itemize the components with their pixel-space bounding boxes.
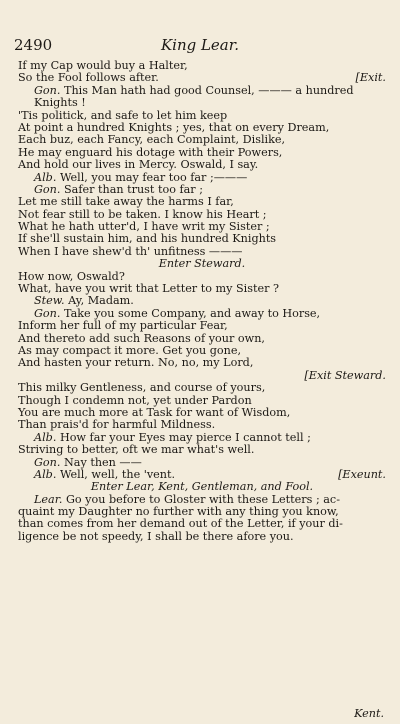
line-text: This Man hath had good Counsel, ——— a hundred	[64, 83, 354, 97]
speaker-name: Alb.	[34, 170, 60, 184]
line-text: Well, you may fear too far ;———	[59, 170, 248, 184]
line-text: than comes from her demand out of the Letter, if your di-	[18, 517, 343, 531]
text-line	[18, 357, 386, 369]
speaker-name: Alb.	[34, 467, 60, 481]
line-text: Let me still take away the harms I far,	[18, 195, 234, 209]
line-text: Well, well, the 'vent.	[59, 467, 176, 481]
line-text: And hasten your return. No, no, my Lord,	[18, 356, 254, 370]
line-text: What, have you writ that Letter to my Sister ?	[18, 282, 279, 296]
line-text: Knights !	[34, 96, 86, 110]
line-text: If she'll sustain him, and his hundred Knights	[18, 232, 277, 246]
line-text: Go you before to Gloster with these Letters ; ac-	[65, 492, 340, 506]
line-text: Not fear still to be taken. I know his Heart ;	[18, 207, 267, 221]
line-text: Nay then ——	[64, 455, 142, 469]
line-text: When I have shew'd th' unfitness ———	[18, 244, 243, 258]
line-text: And hold our lives in Mercy. Oswald, I say.	[18, 158, 259, 172]
line-text: You are much more at Task for want of Wisdom,	[18, 405, 291, 419]
line-text: At point a hundred Knights ; yes, that on every Dream,	[18, 120, 330, 134]
line-text: How now, Oswald?	[18, 269, 125, 283]
speaker-name: Stew.	[34, 294, 69, 308]
line-text: Striving to better, oft we mar what's well.	[18, 443, 255, 457]
line-text: If my Cap would buy a Halter,	[18, 59, 188, 72]
line-text: As may compact it more. Get you gone,	[18, 343, 242, 357]
exit-direction: [Exeunt.	[338, 467, 386, 481]
line-text: Enter Steward.	[158, 257, 246, 271]
line-text: Each buz, each Fancy, each Complaint, Dislike,	[18, 133, 286, 147]
page-header	[14, 36, 386, 56]
speaker-name: Gon.	[34, 182, 64, 196]
line-text: Inform her full of my particular Fear,	[18, 319, 228, 333]
speaker-name: Gon.	[34, 83, 64, 97]
running-title: King Lear.	[160, 36, 240, 54]
page-number: 2490	[14, 36, 53, 54]
line-text: What he hath utter'd, I have writ my Sister ;	[18, 220, 270, 234]
line-text: So the Fool follows after.	[18, 71, 159, 85]
exit-direction: [Exit.	[355, 71, 386, 85]
text-line	[18, 531, 386, 543]
speaker-name: Gon.	[34, 306, 64, 320]
line-text: quaint my Daughter no further with any thing you know,	[18, 505, 339, 519]
speaker-name: Lear.	[34, 492, 66, 506]
line-text: Though I condemn not, yet under Pardon	[18, 393, 252, 407]
line-text: And thereto add such Reasons of your own,	[18, 331, 265, 345]
line-text: Than prais'd for harmful Mildness.	[18, 418, 216, 432]
catchword: Kent.	[354, 707, 384, 720]
line-text: Enter Lear, Kent, Gentleman, and Fool.	[90, 480, 314, 494]
line-text: ligence be not speedy, I shall be there afore you.	[18, 529, 294, 543]
line-text: This milky Gentleness, and course of yours,	[18, 381, 266, 395]
exit-direction: [Exit Steward.	[304, 368, 386, 382]
speaker-name: Gon.	[34, 455, 64, 469]
line-text: He may enguard his dotage with their Powers,	[18, 145, 283, 159]
line-text: Safer than trust too far ;	[64, 182, 203, 196]
play-text	[18, 60, 386, 543]
line-text: Ay, Madam.	[68, 294, 134, 308]
line-text: Take you some Company, and away to Horse,	[64, 306, 321, 320]
line-text: How far your Eyes may pierce I cannot tell ;	[59, 430, 311, 444]
line-text: 'Tis politick, and safe to let him keep	[18, 108, 228, 122]
speaker-name: Alb.	[34, 430, 60, 444]
